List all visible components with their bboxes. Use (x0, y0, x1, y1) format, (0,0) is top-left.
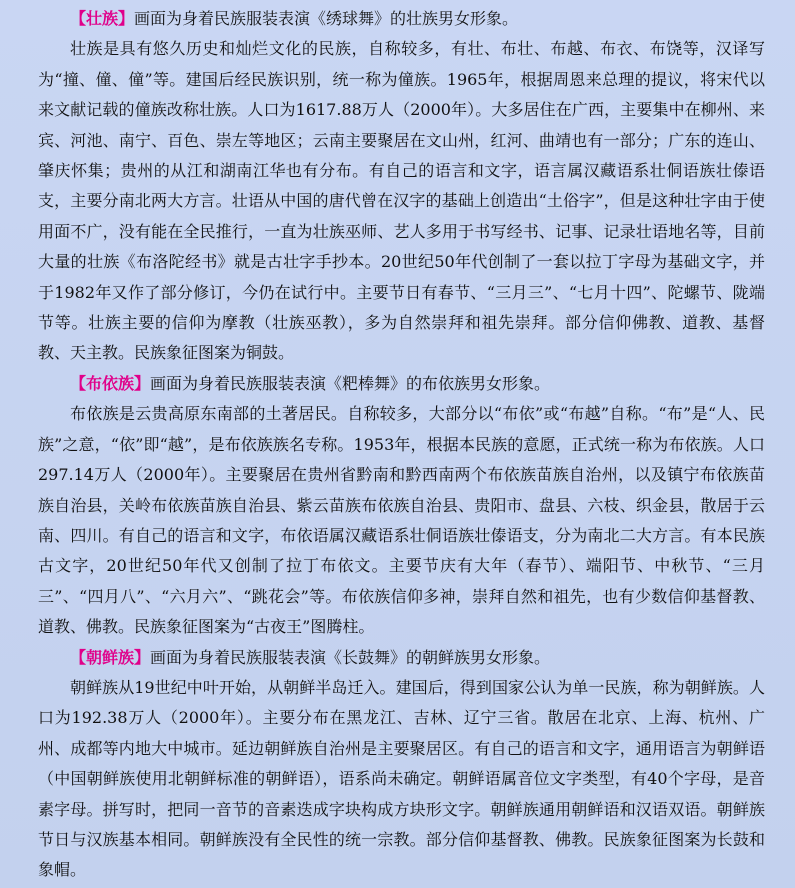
section-caption (38, 369, 765, 399)
section-chaoxian (38, 643, 765, 886)
ethnic-tag-buyi: 【布依族】 (70, 373, 151, 393)
section-caption (38, 4, 765, 34)
caption-text: 画面为身着民族服装表演《粑棒舞》的布依族男女形象。 (150, 373, 551, 393)
section-body-zhuang: 壮族是具有悠久历史和灿烂文化的民族，自称较多，有壮、布壮、布越、布衣、布饶等，汉译写为“撞、僮、僮”等。建国后经民族识别，统一称为僮族。1965年，根据周恩来总理的提议，将宋代以来文献记载的僮族改称壮族。人口为1617.88万人（2000年）。大多居住在广西，主要集中在柳州、来宾、河池、南宁、百色、崇左等地区；云南主要聚居在文山州，红河、曲靖也有一部分；广东的连山、肇庆怀集；贵州的从江和湖南江华也有分布。有自己的语言和文字，语言属汉藏语系壮侗语族壮傣语支，主要分南北两大方言。壮语从中国的唐代曾在汉字的基础上创造出“土俗字”，但是这种壮字由于使用面不广，没有能在全民推行，一直为壮族巫师、艺人多用于书写经书、记事、记录壮语地名等，目前大量的壮族《布洛陀经书》就是古壮字手抄本。20世纪50年代创制了一套以拉丁字母为基础文字，并于1982年又作了部分修订，今仍在试行中。主要节日有春节、“三月三”、“七月十四”、陀螺节、陇端节等。壮族主要的信仰为摩教（壮族巫教），多为自然崇拜和祖先崇拜。部分信仰佛教、道教、基督教、天主教。民族象征图案为铜鼓。 (38, 39, 765, 363)
section-body-buyi: 布依族是云贵高原东南部的土著居民。自称较多，大部分以“布依”或“布越”自称。“布”是“人、民族”之意，“依”即“越”，是布依族族名专称。1953年，根据本民族的意愿，正式统一称为布依族。人口297.14万人（2000年）。主要聚居在贵州省黔南和黔西南两个布依族苗族自治州，以及镇宁布依族苗族自治县，关岭布依族苗族自治县、紫云苗族布依族自治县、贵阳市、盘县、六枝、织金县，散居于云南、四川。有自己的语言和文字，布依语属汉藏语系壮侗语族壮傣语支，分为南北二大方言。有本民族古文字，20世纪50年代又创制了拉丁布依文。主要节庆有大年（春节）、端阳节、中秋节、“三月三”、“四月八”、“六月六”、“跳花会”等。布依族信仰多神，崇拜自然和祖先，也有少数信仰基督教、道教、佛教。民族象征图案为“古夜王”图腾柱。 (38, 404, 765, 637)
caption-text: 画面为身着民族服装表演《绣球舞》的壮族男女形象。 (134, 9, 519, 28)
section-zhuang (38, 4, 765, 369)
section-body-chaoxian: 朝鲜族从19世纪中叶开始，从朝鲜半岛迁入。建国后，得到国家公认为单一民族，称为朝鲜族。人口为192.38万人（2000年）。主要分布在黑龙江、吉林、辽宁三省。散居在北京、上海、杭州、广州、成都等内地大中城市。延边朝鲜族自治州是主要聚居区。有自己的语言和文字，通用语言为朝鲜语（中国朝鲜族使用北朝鲜标准的朝鲜语），语系尚未确定。朝鲜语属音位文字类型，有40个字母，是音素字母。拼写时，把同一音节的音素迭成字块构成方块形文字。朝鲜族通用朝鲜语和汉语双语。朝鲜族节日与汉族基本相同。朝鲜族没有全民性的统一宗教。部分信仰基督教、佛教。民族象征图案为长鼓和象帽。 (38, 677, 765, 880)
ethnic-tag-chaoxian: 【朝鲜族】 (70, 647, 151, 667)
ethnic-tag-zhuang: 【壮族】 (70, 9, 135, 28)
section-buyi (38, 369, 765, 643)
section-caption (38, 643, 765, 673)
caption-text: 画面为身着民族服装表演《长鼓舞》的朝鲜族男女形象。 (150, 647, 551, 667)
